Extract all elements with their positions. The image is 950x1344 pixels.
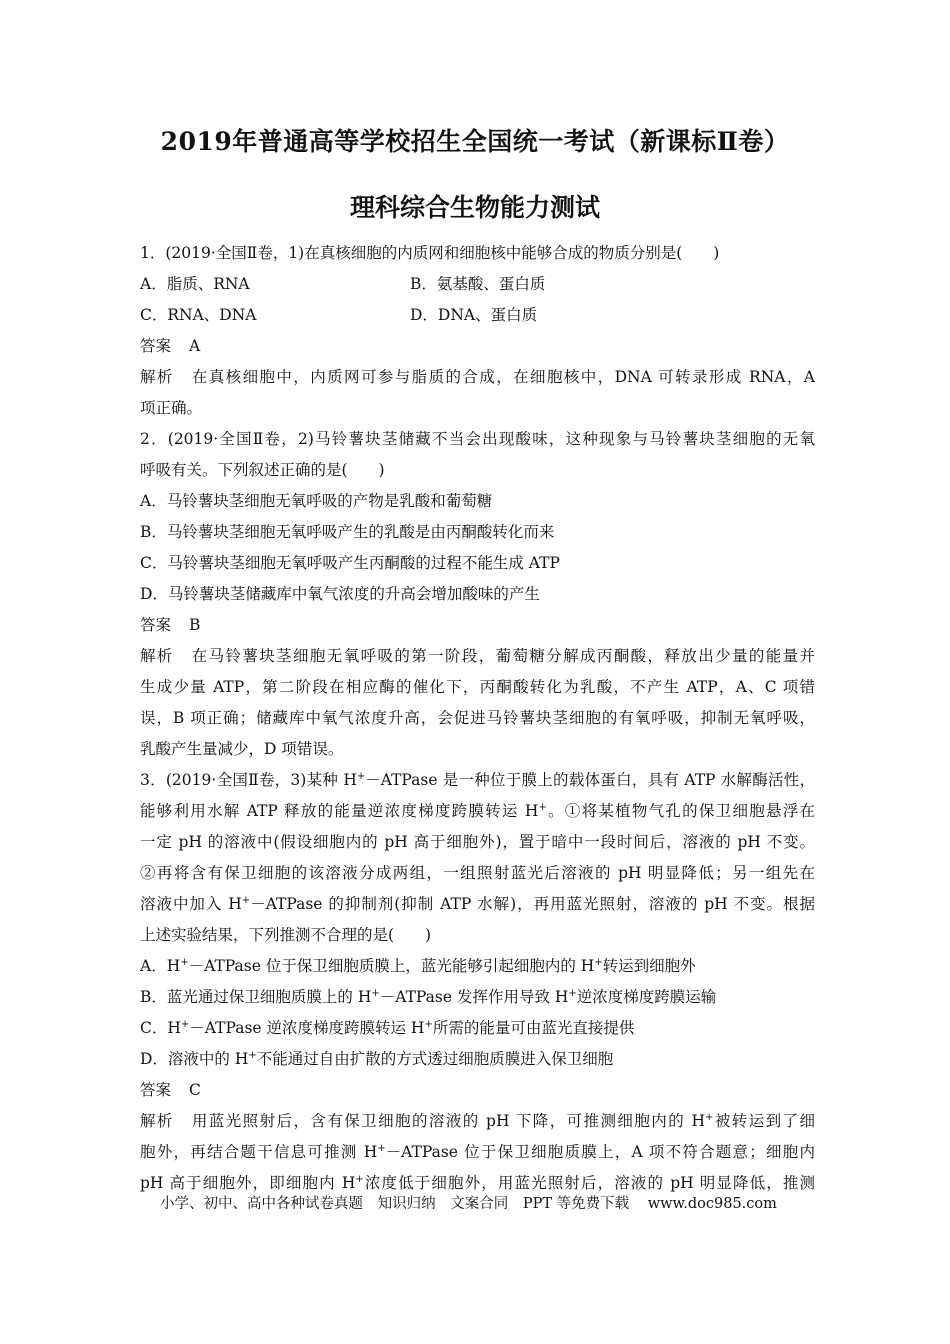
question-2-stem-cont: 呼吸有关。下列叙述正确的是( ): [140, 461, 385, 479]
superscript: +: [377, 1142, 386, 1154]
analysis-text: 在马铃薯块茎细胞无氧呼吸的第一阶段，葡萄糖分解成丙酮酸，释放出少量的能量并: [191, 647, 815, 665]
footer-text: 文案合同: [450, 1196, 509, 1212]
footer-text: 小学、初中、高中各种试卷真题: [160, 1196, 363, 1212]
text-run: 3．(2019·全国Ⅱ卷，3)某种 H: [140, 771, 357, 789]
text-run: －ATPase 是一种位于膜上的载体蛋白，具有 ATP 水解酶活性，: [365, 771, 815, 789]
analysis-label: 解析: [140, 368, 174, 386]
question-1-analysis-cont: 项正确。: [140, 399, 203, 417]
superscript: +: [594, 956, 603, 968]
question-3-option-b: [140, 982, 815, 1013]
footer-text: 知识归纳: [377, 1196, 436, 1212]
text-run: 用蓝光照射后，含有保卫细胞的溶液的 pH 下降，可推测细胞内的 H: [191, 1112, 706, 1130]
question-3-analysis-line-1: [140, 1106, 815, 1137]
question-1-option-b: B．氨基酸、蛋白质: [410, 275, 546, 293]
superscript: +: [356, 770, 366, 782]
question-2-stem: 2．(2019·全国Ⅱ卷，2)马铃薯块茎储藏不当会出现酸味，这种现象与马铃薯块茎细胞的无氧: [140, 430, 815, 448]
question-2-answer: [140, 610, 815, 641]
question-3-analysis-line-2: [140, 1137, 815, 1168]
document-body: [140, 238, 815, 1199]
page-title: 2019年普通高等学校招生全国统一考试（新课标Ⅱ卷）: [160, 127, 790, 156]
footer-text: PPT 等免费下载: [522, 1196, 630, 1212]
answer-label: 答案: [140, 1081, 172, 1099]
answer-value: A: [189, 337, 201, 355]
text-run: 能够利用水解 ATP 释放的能量逆浓度梯度跨膜转运 H: [140, 802, 539, 820]
text-run: A．H: [140, 957, 181, 975]
text-run: －ATPase 位于保卫细胞质膜上，蓝光能够引起细胞内的 H: [188, 957, 595, 975]
analysis-label: 解析: [140, 647, 174, 665]
question-3-stem-line-2: [140, 796, 815, 827]
superscript: +: [371, 987, 380, 999]
question-2-analysis-line-2: 生成少量 ATP，第二阶段在相应酶的催化下，丙酮酸转化为乳酸，不产生 ATP，A、C 项错: [140, 678, 815, 696]
text-run: 浓度低于细胞外，用蓝光照射后，溶液的 pH 明显降低，推测: [363, 1174, 816, 1192]
superscript: +: [180, 1018, 190, 1030]
text-run: 转运到细胞外: [602, 957, 696, 975]
analysis-label: 解析: [140, 1112, 174, 1130]
text-run: 溶液中加入 H: [140, 895, 242, 913]
superscript: +: [424, 1018, 433, 1030]
superscript: +: [248, 1049, 257, 1061]
text-run: B．蓝光通过保卫细胞质膜上的 H: [140, 988, 372, 1006]
question-3-stem-line-6: 上述实验结果，下列推测不合理的是( ): [140, 926, 432, 944]
question-1-options-row-1: [140, 269, 815, 300]
question-3-answer: [140, 1075, 815, 1106]
text-run: －ATPase 逆浓度梯度跨膜转运 H: [189, 1019, 425, 1037]
question-2-analysis-line-4: 乳酸产生量减少，D 项错误。: [140, 740, 344, 758]
question-1-stem: 1．(2019·全国Ⅱ卷，1)在真核细胞的内质网和细胞核中能够合成的物质分别是( ): [140, 244, 720, 262]
question-1-answer: [140, 331, 815, 362]
question-3-option-c: [140, 1013, 815, 1044]
question-1-option-d: D．DNA、蛋白质: [410, 306, 538, 324]
text-run: 不能通过自由扩散的方式透过细胞质膜进入保卫细胞: [256, 1050, 614, 1068]
text-run: －ATPase 位于保卫细胞质膜上，A 项不符合题意；细胞内: [385, 1143, 815, 1161]
text-run: 胞外，再结合题干信息可推测 H: [140, 1143, 378, 1161]
superscript: +: [568, 987, 577, 999]
text-run: C．H: [140, 1019, 181, 1037]
text-run: 逆浓度梯度跨膜运输: [576, 988, 717, 1006]
question-1-options-row-2: [140, 300, 815, 331]
text-run: D．溶液中的 H: [140, 1050, 249, 1068]
question-2-analysis-line-3: 误，B 项正确；储藏库中氧气浓度升高，会促进马铃薯块茎细胞的有氧呼吸，抑制无氧呼吸，: [140, 709, 815, 727]
page-footer: [160, 1192, 800, 1213]
question-1-analysis: [140, 362, 815, 393]
question-2-option-d: D．马铃薯块茎储藏库中氧气浓度的升高会增加酸味的产生: [140, 585, 540, 603]
superscript: +: [180, 956, 189, 968]
superscript: +: [538, 801, 547, 813]
question-3-stem-line-5: [140, 889, 815, 920]
question-3-stem-line-4: ②再将含有保卫细胞的该溶液分成两组，一组照射蓝光后溶液的 pH 明显降低；另一组先在: [140, 864, 815, 882]
question-3-option-d: [140, 1044, 815, 1075]
answer-label: 答案: [140, 616, 172, 634]
question-3-option-a: [140, 951, 815, 982]
answer-value: C: [189, 1081, 201, 1099]
answer-value: B: [189, 616, 201, 634]
question-2-analysis: [140, 641, 815, 672]
analysis-text: 在真核细胞中，内质网可参与脂质的合成，在细胞核中，DNA 可转录形成 RNA，A: [191, 368, 815, 386]
superscript: +: [705, 1111, 714, 1123]
superscript: +: [241, 894, 251, 906]
text-run: －ATPase 的抑制剂(抑制 ATP 水解)，再用蓝光照射，溶液的 pH 不变。根据: [250, 895, 815, 913]
page-subtitle: 理科综合生物能力测试: [349, 193, 600, 222]
text-run: pH 高于细胞外，即细胞内 H: [140, 1174, 356, 1192]
text-run: 。①将某植物气孔的保卫细胞悬浮在: [546, 802, 815, 820]
text-run: －ATPase 发挥作用导致 H: [379, 988, 569, 1006]
question-1-option-c: C．RNA、DNA: [140, 306, 257, 324]
answer-label: 答案: [140, 337, 172, 355]
question-2-option-b: B．马铃薯块茎细胞无氧呼吸产生的乳酸是由丙酮酸转化而来: [140, 523, 555, 541]
question-3-stem-line-3: 一定 pH 的溶液中(假设细胞内的 pH 高于细胞外)，置于暗中一段时间后，溶液的 pH 不变。: [140, 833, 815, 851]
question-2-option-c: C．马铃薯块茎细胞无氧呼吸产生丙酮酸的过程不能生成 ATP: [140, 554, 560, 572]
question-2-option-a: A．马铃薯块茎细胞无氧呼吸的产物是乳酸和葡萄糖: [140, 492, 493, 510]
footer-url-link[interactable]: www.doc985.com: [647, 1196, 777, 1212]
text-run: 被转运到了细: [713, 1112, 815, 1130]
text-run: 所需的能量可由蓝光直接提供: [432, 1019, 635, 1037]
question-3-stem-line-1: [140, 765, 815, 796]
question-1-option-a: A．脂质、RNA: [140, 275, 250, 293]
superscript: +: [355, 1173, 364, 1185]
